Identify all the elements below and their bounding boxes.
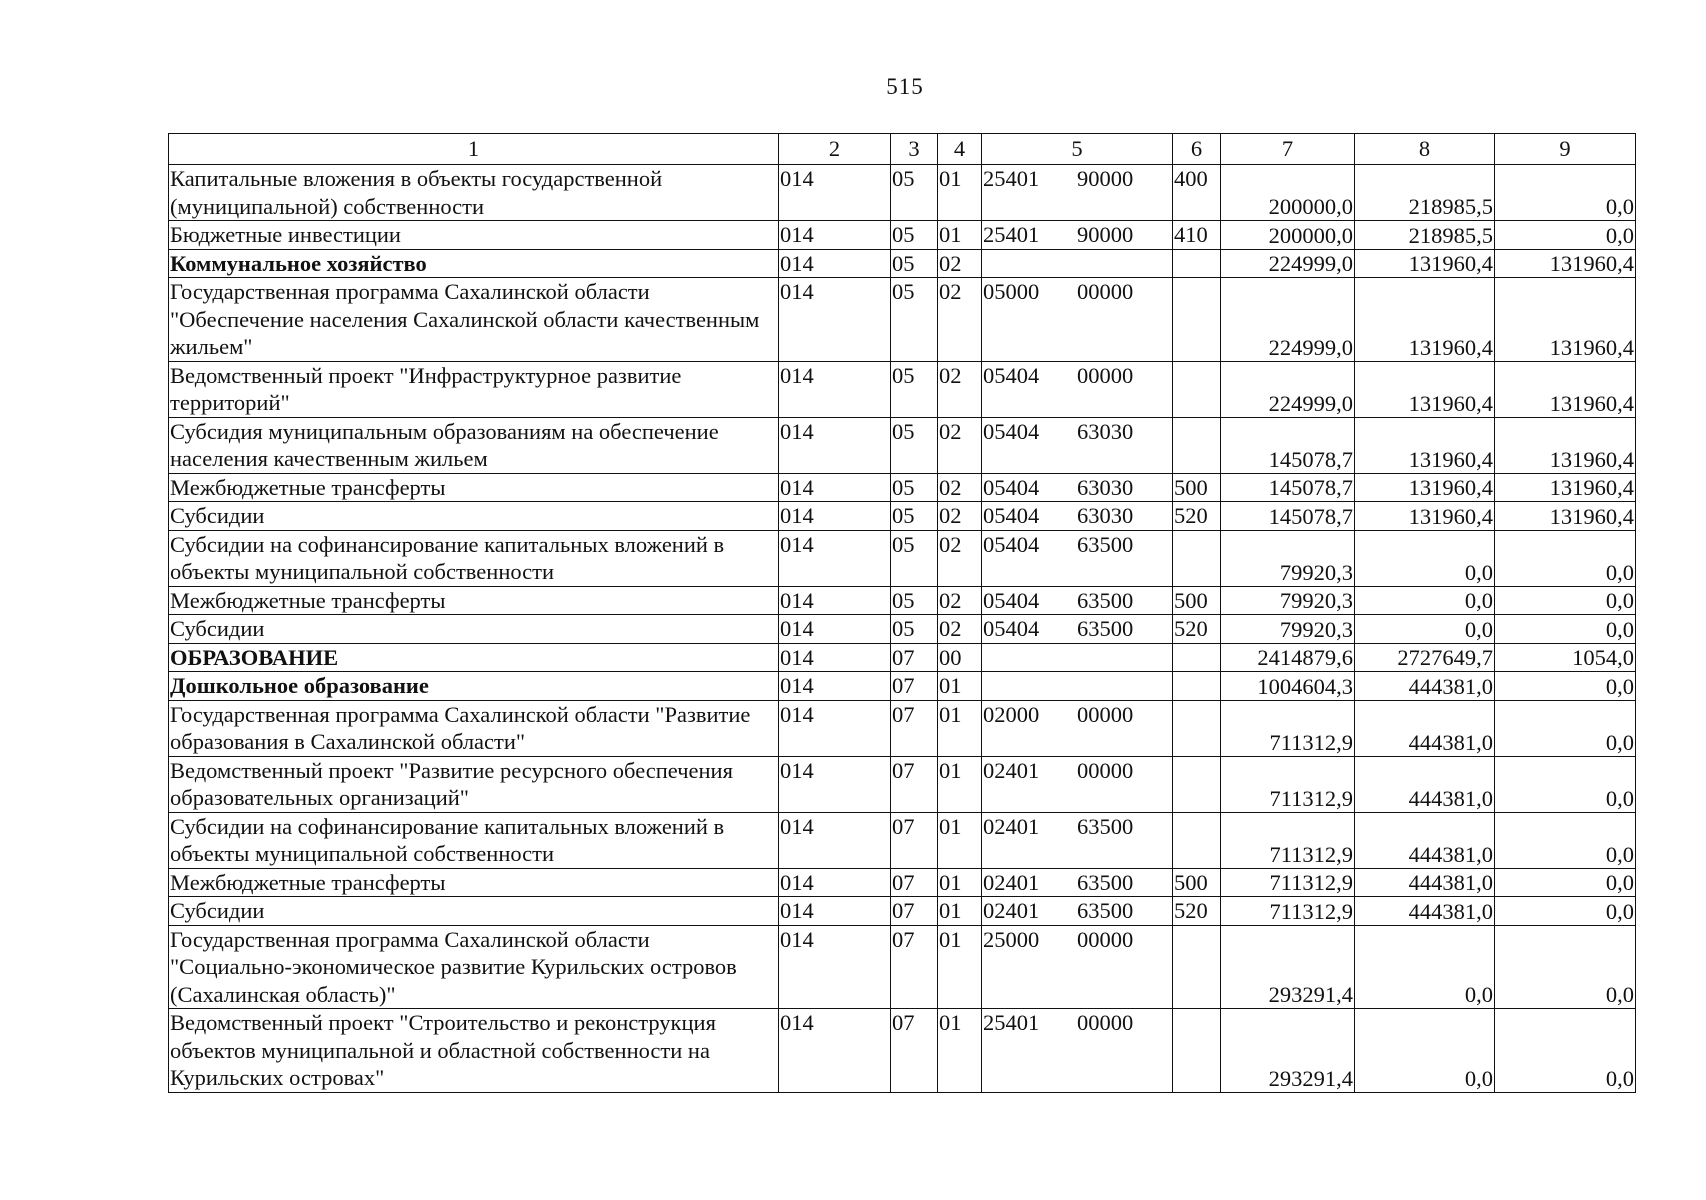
- ministry-code: 014: [779, 221, 891, 250]
- row-name: Государственная программа Сахалинской области "Обеспечение населения Сахалинской области качественным жильем": [169, 278, 779, 362]
- target-article-program: 05404: [983, 474, 1040, 500]
- target-article-code: [982, 165, 1173, 221]
- amount-col8: 218985,5: [1355, 221, 1495, 250]
- target-article-direction: 90000: [1077, 222, 1134, 247]
- amount-col9: 0,0: [1495, 586, 1636, 615]
- amount-col7: 145078,7: [1221, 502, 1355, 531]
- amount-col9: 0,0: [1495, 812, 1636, 868]
- row-name: Капитальные вложения в объекты государственной (муниципальной) собственности: [169, 165, 779, 221]
- subsection-code: 01: [938, 897, 982, 926]
- target-article-code: [982, 473, 1173, 502]
- ministry-code: 014: [779, 1009, 891, 1093]
- amount-col9: 131960,4: [1495, 502, 1636, 531]
- row-name: Ведомственный проект "Инфраструктурное развитие территорий": [169, 361, 779, 417]
- section-code: 05: [891, 278, 938, 362]
- amount-col7: 145078,7: [1221, 417, 1355, 473]
- amount-col8: 131960,4: [1355, 417, 1495, 473]
- subsection-code: 00: [938, 643, 982, 672]
- target-article-code: [982, 417, 1173, 473]
- target-article-program: 05404: [983, 503, 1040, 528]
- column-header: 3: [891, 134, 938, 165]
- amount-col7: 224999,0: [1221, 361, 1355, 417]
- row-name: Ведомственный проект "Строительство и реконструкция объектов муниципальной и областной собственности на Курильских островах": [169, 1009, 779, 1093]
- header-row: [169, 134, 1636, 165]
- target-article-program: 05404: [983, 362, 1040, 388]
- row-name: Государственная программа Сахалинской области "Социально-экономическое развитие Курильских островов (Сахалинская область)": [169, 925, 779, 1009]
- table-row: [169, 672, 1636, 701]
- target-article-direction: 63500: [1077, 813, 1134, 839]
- table-row: [169, 925, 1636, 1009]
- amount-col8: 444381,0: [1355, 897, 1495, 926]
- subsection-code: 02: [938, 249, 982, 278]
- amount-col8: 444381,0: [1355, 868, 1495, 897]
- amount-col7: 711312,9: [1221, 812, 1355, 868]
- target-article-code: [982, 868, 1173, 897]
- amount-col9: 0,0: [1495, 165, 1636, 221]
- expense-type-code: 520: [1173, 897, 1221, 926]
- section-code: 07: [891, 812, 938, 868]
- expense-type-code: 500: [1173, 586, 1221, 615]
- target-article-program: 25401: [983, 166, 1040, 191]
- amount-col8: 131960,4: [1355, 361, 1495, 417]
- expense-type-code: [1173, 249, 1221, 278]
- column-header: 5: [982, 134, 1173, 165]
- amount-col7: 711312,9: [1221, 897, 1355, 926]
- section-code: 07: [891, 868, 938, 897]
- ministry-code: 014: [779, 586, 891, 615]
- target-article-direction: 63500: [1077, 869, 1134, 895]
- column-header: 8: [1355, 134, 1495, 165]
- target-article-code: [982, 672, 1173, 701]
- section-code: 05: [891, 417, 938, 473]
- row-name: Дошкольное образование: [169, 672, 779, 701]
- section-code: 07: [891, 897, 938, 926]
- expense-type-code: [1173, 700, 1221, 756]
- target-article-code: [982, 278, 1173, 362]
- expense-type-code: 520: [1173, 615, 1221, 644]
- target-article-code: [982, 756, 1173, 812]
- section-code: 05: [891, 615, 938, 644]
- section-code: 07: [891, 756, 938, 812]
- section-code: 05: [891, 249, 938, 278]
- amount-col9: 131960,4: [1495, 473, 1636, 502]
- table-row: [169, 473, 1636, 502]
- section-code: 05: [891, 586, 938, 615]
- table-row: [169, 615, 1636, 644]
- amount-col8: 444381,0: [1355, 812, 1495, 868]
- target-article-program: 05404: [983, 531, 1040, 557]
- target-article-code: [982, 249, 1173, 278]
- expense-type-code: [1173, 361, 1221, 417]
- row-name: Межбюджетные трансферты: [169, 473, 779, 502]
- amount-col7: 1004604,3: [1221, 672, 1355, 701]
- ministry-code: 014: [779, 417, 891, 473]
- amount-col9: 0,0: [1495, 925, 1636, 1009]
- section-code: 05: [891, 165, 938, 221]
- ministry-code: 014: [779, 672, 891, 701]
- table-row: [169, 417, 1636, 473]
- table-row: [169, 586, 1636, 615]
- section-code: 07: [891, 672, 938, 701]
- amount-col7: 2414879,6: [1221, 643, 1355, 672]
- section-code: 07: [891, 925, 938, 1009]
- target-article-program: 05404: [983, 418, 1040, 444]
- target-article-code: [982, 1009, 1173, 1093]
- table-row: [169, 897, 1636, 926]
- section-code: 07: [891, 643, 938, 672]
- row-name: ОБРАЗОВАНИЕ: [169, 643, 779, 672]
- amount-col9: 0,0: [1495, 700, 1636, 756]
- expense-type-code: [1173, 278, 1221, 362]
- section-code: 05: [891, 530, 938, 586]
- ministry-code: 014: [779, 756, 891, 812]
- table-row: [169, 221, 1636, 250]
- target-article-program: 02401: [983, 898, 1040, 923]
- table-row: [169, 756, 1636, 812]
- subsection-code: 01: [938, 672, 982, 701]
- row-name: Межбюджетные трансферты: [169, 868, 779, 897]
- section-code: 05: [891, 502, 938, 531]
- expense-type-code: 520: [1173, 502, 1221, 531]
- amount-col7: 224999,0: [1221, 249, 1355, 278]
- amount-col9: 0,0: [1495, 868, 1636, 897]
- amount-col9: 131960,4: [1495, 249, 1636, 278]
- amount-col8: 131960,4: [1355, 278, 1495, 362]
- column-header: 4: [938, 134, 982, 165]
- amount-col7: 200000,0: [1221, 221, 1355, 250]
- amount-col9: 0,0: [1495, 221, 1636, 250]
- amount-col7: 711312,9: [1221, 700, 1355, 756]
- column-header: 2: [779, 134, 891, 165]
- amount-col9: 131960,4: [1495, 361, 1636, 417]
- subsection-code: 01: [938, 1009, 982, 1093]
- amount-col8: 444381,0: [1355, 700, 1495, 756]
- target-article-program: 02401: [983, 869, 1040, 895]
- subsection-code: 02: [938, 502, 982, 531]
- target-article-program: 05404: [983, 616, 1040, 641]
- amount-col7: 145078,7: [1221, 473, 1355, 502]
- row-name: Субсидии на софинансирование капитальных вложений в объекты муниципальной собственности: [169, 530, 779, 586]
- ministry-code: 014: [779, 473, 891, 502]
- amount-col8: 131960,4: [1355, 249, 1495, 278]
- amount-col9: 131960,4: [1495, 278, 1636, 362]
- amount-col9: 1054,0: [1495, 643, 1636, 672]
- expense-type-code: [1173, 812, 1221, 868]
- target-article-code: [982, 586, 1173, 615]
- expense-type-code: [1173, 530, 1221, 586]
- table-row: [169, 1009, 1636, 1093]
- ministry-code: 014: [779, 502, 891, 531]
- target-article-program: 05404: [983, 587, 1040, 613]
- row-name: Государственная программа Сахалинской области "Развитие образования в Сахалинской области": [169, 700, 779, 756]
- column-header: 9: [1495, 134, 1636, 165]
- target-article-code: [982, 615, 1173, 644]
- section-code: 07: [891, 700, 938, 756]
- target-article-code: [982, 530, 1173, 586]
- page-number: 515: [886, 74, 924, 99]
- amount-col8: 0,0: [1355, 586, 1495, 615]
- table-body: [169, 165, 1636, 1093]
- ministry-code: 014: [779, 643, 891, 672]
- amount-col7: 711312,9: [1221, 868, 1355, 897]
- subsection-code: 02: [938, 417, 982, 473]
- row-name: Субсидии: [169, 897, 779, 926]
- expense-type-code: [1173, 643, 1221, 672]
- target-article-direction: 00000: [1077, 757, 1134, 783]
- table-row: [169, 700, 1636, 756]
- amount-col7: 293291,4: [1221, 925, 1355, 1009]
- target-article-program: 02401: [983, 813, 1040, 839]
- row-name: Субсидии: [169, 615, 779, 644]
- subsection-code: 02: [938, 586, 982, 615]
- target-article-code: [982, 643, 1173, 672]
- subsection-code: 01: [938, 221, 982, 250]
- expense-type-code: [1173, 925, 1221, 1009]
- section-code: 07: [891, 1009, 938, 1093]
- target-article-program: 25000: [983, 926, 1040, 952]
- amount-col8: 0,0: [1355, 530, 1495, 586]
- table-row: [169, 643, 1636, 672]
- target-article-direction: 63030: [1077, 503, 1134, 528]
- amount-col8: 0,0: [1355, 615, 1495, 644]
- target-article-program: 02000: [983, 701, 1040, 727]
- ministry-code: 014: [779, 165, 891, 221]
- amount-col7: 79920,3: [1221, 615, 1355, 644]
- amount-col9: 0,0: [1495, 1009, 1636, 1093]
- target-article-direction: 63030: [1077, 474, 1134, 500]
- amount-col8: 218985,5: [1355, 165, 1495, 221]
- target-article-code: [982, 361, 1173, 417]
- expense-type-code: [1173, 1009, 1221, 1093]
- target-article-direction: 63500: [1077, 898, 1134, 923]
- target-article-code: [982, 700, 1173, 756]
- target-article-direction: 63500: [1077, 587, 1134, 613]
- ministry-code: 014: [779, 925, 891, 1009]
- amount-col7: 293291,4: [1221, 1009, 1355, 1093]
- ministry-code: 014: [779, 700, 891, 756]
- ministry-code: 014: [779, 615, 891, 644]
- expense-type-code: [1173, 417, 1221, 473]
- ministry-code: 014: [779, 897, 891, 926]
- target-article-code: [982, 221, 1173, 250]
- ministry-code: 014: [779, 812, 891, 868]
- table-row: [169, 530, 1636, 586]
- target-article-direction: 63500: [1077, 531, 1134, 557]
- budget-table: [168, 133, 1636, 1093]
- table-row: [169, 165, 1636, 221]
- target-article-program: 25401: [983, 1010, 1040, 1035]
- amount-col7: 200000,0: [1221, 165, 1355, 221]
- expense-type-code: [1173, 672, 1221, 701]
- amount-col8: 131960,4: [1355, 473, 1495, 502]
- target-article-direction: 00000: [1077, 1010, 1134, 1035]
- target-article-direction: 00000: [1077, 926, 1134, 952]
- ministry-code: 014: [779, 361, 891, 417]
- section-code: 05: [891, 221, 938, 250]
- target-article-direction: 00000: [1077, 362, 1134, 388]
- table-row: [169, 249, 1636, 278]
- target-article-direction: 00000: [1077, 701, 1134, 727]
- target-article-direction: 63500: [1077, 616, 1134, 641]
- table-row: [169, 812, 1636, 868]
- row-name: Субсидия муниципальным образованиям на обеспечение населения качественным жильем: [169, 417, 779, 473]
- amount-col9: 0,0: [1495, 756, 1636, 812]
- target-article-direction: 00000: [1077, 279, 1134, 304]
- ministry-code: 014: [779, 249, 891, 278]
- amount-col9: 0,0: [1495, 615, 1636, 644]
- section-code: 05: [891, 361, 938, 417]
- amount-col7: 79920,3: [1221, 530, 1355, 586]
- target-article-program: 02401: [983, 757, 1040, 783]
- expense-type-code: 400: [1173, 165, 1221, 221]
- expense-type-code: 500: [1173, 473, 1221, 502]
- amount-col8: 0,0: [1355, 1009, 1495, 1093]
- subsection-code: 02: [938, 473, 982, 502]
- amount-col9: 0,0: [1495, 672, 1636, 701]
- target-article-program: 05000: [983, 279, 1040, 304]
- subsection-code: 02: [938, 615, 982, 644]
- subsection-code: 02: [938, 278, 982, 362]
- subsection-code: 01: [938, 868, 982, 897]
- row-name: Межбюджетные трансферты: [169, 586, 779, 615]
- amount-col7: 224999,0: [1221, 278, 1355, 362]
- amount-col7: 79920,3: [1221, 586, 1355, 615]
- row-name: Субсидии: [169, 502, 779, 531]
- target-article-code: [982, 812, 1173, 868]
- subsection-code: 02: [938, 530, 982, 586]
- amount-col9: 0,0: [1495, 897, 1636, 926]
- section-code: 05: [891, 473, 938, 502]
- amount-col9: 131960,4: [1495, 417, 1636, 473]
- target-article-direction: 63030: [1077, 418, 1134, 444]
- amount-col8: 2727649,7: [1355, 643, 1495, 672]
- target-article-direction: 90000: [1077, 166, 1134, 191]
- target-article-program: 25401: [983, 222, 1040, 247]
- table-row: [169, 278, 1636, 362]
- amount-col8: 444381,0: [1355, 672, 1495, 701]
- table-row: [169, 868, 1636, 897]
- column-header: 6: [1173, 134, 1221, 165]
- amount-col8: 0,0: [1355, 925, 1495, 1009]
- table-row: [169, 361, 1636, 417]
- amount-col8: 444381,0: [1355, 756, 1495, 812]
- target-article-code: [982, 502, 1173, 531]
- subsection-code: 01: [938, 165, 982, 221]
- amount-col7: 711312,9: [1221, 756, 1355, 812]
- subsection-code: 01: [938, 925, 982, 1009]
- column-header: 1: [169, 134, 779, 165]
- ministry-code: 014: [779, 530, 891, 586]
- subsection-code: 01: [938, 700, 982, 756]
- expense-type-code: 410: [1173, 221, 1221, 250]
- column-header: 7: [1221, 134, 1355, 165]
- ministry-code: 014: [779, 278, 891, 362]
- expense-type-code: [1173, 756, 1221, 812]
- row-name: Субсидии на софинансирование капитальных вложений в объекты муниципальной собственности: [169, 812, 779, 868]
- row-name: Коммунальное хозяйство: [169, 249, 779, 278]
- amount-col8: 131960,4: [1355, 502, 1495, 531]
- subsection-code: 02: [938, 361, 982, 417]
- row-name: Бюджетные инвестиции: [169, 221, 779, 250]
- target-article-code: [982, 897, 1173, 926]
- expense-type-code: 500: [1173, 868, 1221, 897]
- row-name: Ведомственный проект "Развитие ресурсного обеспечения образовательных организаций": [169, 756, 779, 812]
- target-article-code: [982, 925, 1173, 1009]
- ministry-code: 014: [779, 868, 891, 897]
- amount-col9: 0,0: [1495, 530, 1636, 586]
- subsection-code: 01: [938, 812, 982, 868]
- subsection-code: 01: [938, 756, 982, 812]
- table-row: [169, 502, 1636, 531]
